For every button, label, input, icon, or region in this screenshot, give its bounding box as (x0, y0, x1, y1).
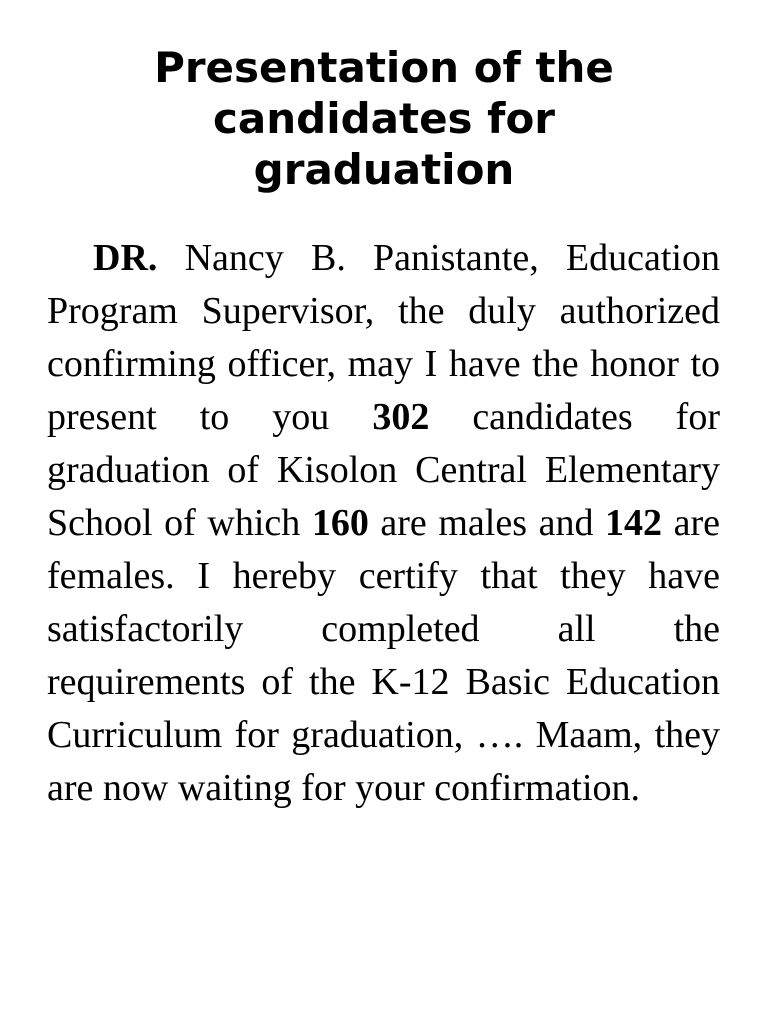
female-count: 142 (605, 502, 663, 544)
paragraph-text-3: are males and (368, 502, 606, 544)
paragraph-text-4: are females. I hereby certify that they have satisfactorily completed all the requirements of the K-12 Basic Education Curriculum for graduation, …. Maam, they are now waiting for your confirmation. (47, 502, 721, 809)
document-title: Presentation of the candidates for graduation (154, 43, 614, 194)
male-count: 160 (311, 502, 369, 544)
salutation-title: DR. (93, 237, 158, 279)
paragraph-text-2: candidates for graduation of Kisolon Central Elementary School of which (47, 396, 720, 544)
paragraph-text-1: Nancy B. Panistante, Education Program Supervisor, the duly authorized confirming officer, may I have the honor to present to you (47, 237, 720, 438)
presentation-paragraph (47, 232, 720, 815)
total-candidates-count: 302 (372, 396, 430, 438)
